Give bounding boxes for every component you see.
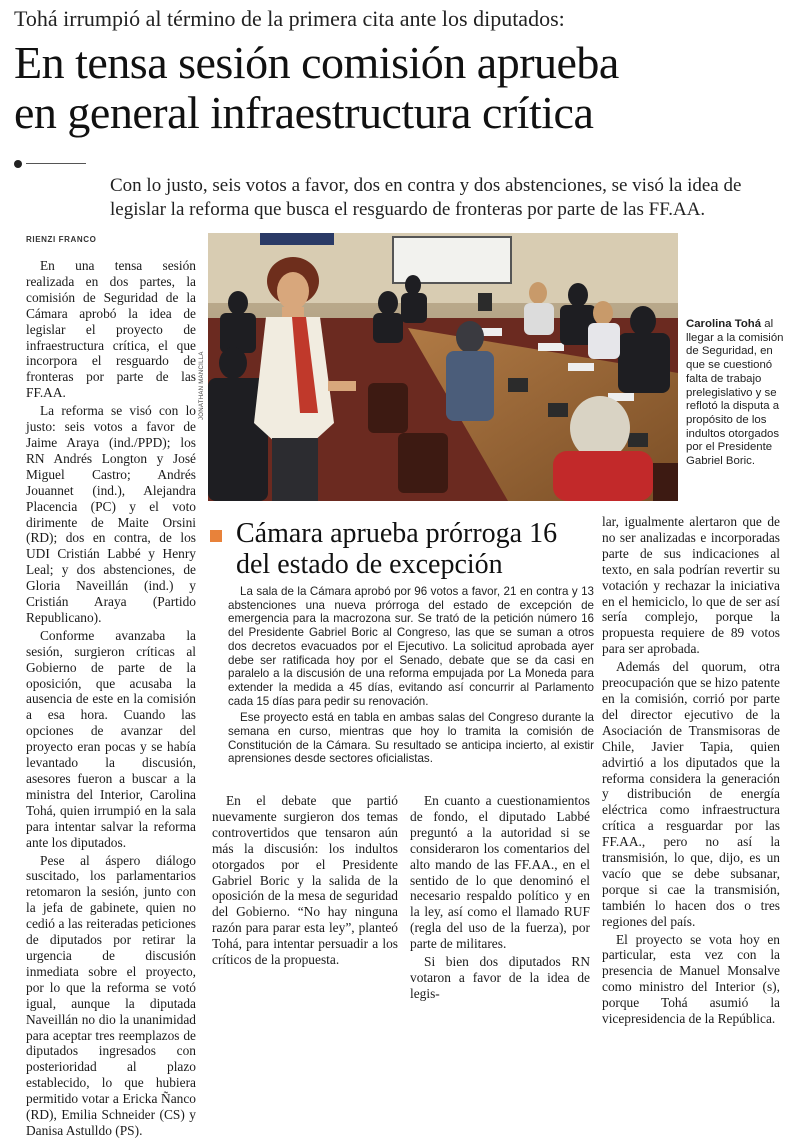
paragraph: Conforme avanzaba la sesión, surgieron críticas al Gobierno de parte de la oposición, que acusaba la ausencia de este en la comisión a esa hora. Cuando las opciones de avanzar del proyecto eran pocas y se había levantado la discusión, asesores fueron a buscar a la ministra del Interior, Carolina Tohá, quien irrumpió en la sala para intentar salvar la reforma ante los diputados. (26, 627, 196, 850)
rule-line (26, 163, 86, 164)
box-body (228, 585, 594, 769)
column-2 (212, 793, 398, 970)
column-4 (602, 514, 780, 1029)
box-paragraph: La sala de la Cámara aprobó por 96 votos a favor, 21 en contra y 13 abstenciones una nueva prórroga del estado de excepción de emergencia para la macrozona sur. Se trató de la petición número 16 del Presidente Gabriel Boric al Congreso, las que se suman a otros dos decretos evacuados por el Ejecutivo. La solicitud aprobada ayer debe ser ratificada hoy por el Senado, debate que se da casi en paralelo a la discusión de una reforma empujada por La Moneda para extender la medida a 45 días, evitando así concurrir al Parlamento cada 15 días para pedir su renovación. (228, 585, 594, 708)
column-3 (410, 793, 590, 1004)
photo-caption (686, 318, 786, 469)
paragraph: Pese al áspero diálogo suscitado, los parlamentarios retomaron la sesión, junto con la jefa de gabinete, quien no cedió a las reiteradas peticiones de diputados por retirar la urgencia de discusión inmediata sobre el proyecto, por lo que la reforma se votó igual, aunque la diputada Naveillán no dio la unanimidad para aceptar tres reemplazos de diputados ingresados con posterioridad al plazo establecido, lo que hubiera permitido votar a Ericka Ñanco (RD), Emilia Schneider (CS) y Danisa Astulldo (PS). (26, 852, 196, 1138)
paragraph: En una tensa sesión realizada en dos partes, la comisión de Seguridad de la Cámara aprobó la idea de legislar el proyecto de infraestructura crítica, el que incorpora el resguardo de fronteras por parte de las FF.AA. (26, 258, 196, 401)
paragraph: En cuanto a cuestionamientos de fondo, el diputado Labbé preguntó a la autoridad si se consideraron los comentarios del alto mando de las FF.AA., en el sentido de lo que denominó el necesario respaldo político y en la ley, así como el llamado RUF (regla del uso de la fuerza), por parte de militares. (410, 793, 590, 952)
photo-illustration (208, 233, 678, 501)
headline-line-2: en general infraestructura crítica (14, 87, 594, 138)
photo-credit: JONATHAN MANCILLA (199, 351, 205, 420)
rule-dot (14, 160, 22, 168)
column-1 (26, 258, 196, 1141)
headline-line-1: En tensa sesión comisión aprueba (14, 37, 619, 88)
paragraph: Además del quorum, otra preocupación que se hizo patente en la comisión, corrió por parte del director ejecutivo de la Asociación de Transmisoras de Chile, Javier Tapia, quien advirtió a los diputados que la reforma considera la generación y distribución de energía eléctrica como infraestructura crítica a resguardar por las FF.AA., pero no así la transmisión, lo que, dijo, es un vacío que se debe subsanar, porque si cae la transmisión, también lo hacen dos o tres regiones del país. (602, 659, 780, 929)
paragraph: Si bien dos diputados RN votaron a favor de la idea de legis- (410, 954, 590, 1001)
byline: RIENZI FRANCO (26, 235, 97, 244)
paragraph: lar, igualmente alertaron que de no ser analizadas e incorporadas parte de sus indicaciones al texto, en sala podrían revertir su votación y rechazar la iniciativa en el hemiciclo, lo que de ser así sería complejo, porque la propuesta requiere de 89 votos para ser aprobada. (602, 514, 780, 657)
box-paragraph: Ese proyecto está en tabla en ambas salas del Congreso durante la semana en curso, mientras que hoy lo tramita la comisión de Constitución de la Cámara. Su resultado se anticipa incierto, al existir aprensiones desde sectores oficialistas. (228, 711, 594, 766)
news-photo (208, 233, 678, 501)
paragraph: La reforma se visó con lo justo: seis votos a favor de Jaime Araya (ind./PPD); los RN Andrés Longton y José Miguel Castro; Andrés Jouannet (ind.), Alejandra Placencia (PC) y el voto dirimente de Maite Orsini (RD); dos en contra, de los UDI Cristián Labbé y Henry Leal; y dos abstenciones, de Gloria Naveillán (ind.) y Cristián Araya (Partido Republicano). (26, 403, 196, 625)
caption-name: Carolina Tohá (686, 318, 762, 330)
deck: Con lo justo, seis votos a favor, dos en contra y dos abstenciones, se visó la idea de legislar la reforma que busca el resguardo de fronteras por parte de las FF.AA. (110, 175, 742, 220)
caption-text: al llegar a la comisión de Seguridad, en que se cuestionó falta de trabajo prelegislativo y se reflotó la disputa a propósito de los indultos otorgados por el Presidente Gabriel Boric. (686, 318, 784, 468)
headline (14, 38, 784, 138)
paragraph: El proyecto se vota hoy en particular, esta vez con la presencia de Manuel Monsalve como ministro del Interior (s), porque Tohá asumió la vicepresidencia de la República. (602, 931, 780, 1027)
kicker: Tohá irrumpió al término de la primera cita ante los diputados: (14, 6, 565, 31)
box-square-icon (210, 530, 222, 542)
box-title: Cámara aprueba prórroga 16 del estado de excepción (236, 518, 558, 580)
paragraph: En el debate que partió nuevamente surgieron dos temas controvertidos que tensaron aún más la discusión: los indultos otorgados por el Presidente Gabriel Boric y la salida de la oposición de la mesa de seguridad del Gobierno. “No hay ninguna razón para parar esta ley”, planteó Tohá, para intentar persuadir a los críticos de la propuesta. (212, 793, 398, 968)
